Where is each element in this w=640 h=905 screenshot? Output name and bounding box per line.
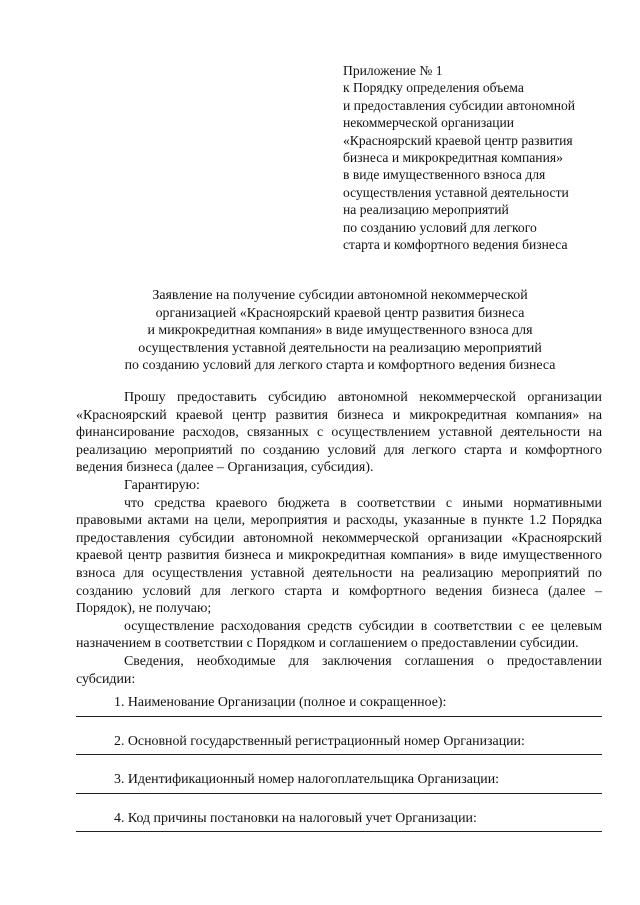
appendix-line: к Порядку определения объема [343, 80, 524, 96]
title-line: по созданию условий для легкого старта и комфортного ведения бизнеса [124, 358, 556, 374]
appendix-line: по созданию условий для легкого [343, 219, 537, 235]
title-line: и микрокредитная компания» в виде имущественного взноса для [147, 323, 533, 339]
appendix-line: осуществления уставной деятельности [343, 184, 569, 200]
appendix-line: в виде имущественного взноса для [343, 167, 546, 183]
info-heading: Сведения, необходимые для заключения соглашения о предоставлении субсидии: [76, 653, 602, 687]
field-label-inn: 3. Идентификационный номер налогоплательщика Организации: [114, 772, 500, 788]
appendix-line: на реализацию мероприятий [343, 202, 509, 218]
document-title [60, 287, 620, 375]
guarantee-item-2: осуществление расходования средств субсидии в соответствии с ее целевым назначением в соответствии с Порядком и соглашением о предоставлении субсидии. [76, 618, 602, 652]
title-line: Заявление на получение субсидии автономной некоммерческой [152, 288, 528, 303]
field-label-organization-name: 1. Наименование Организации (полное и сокращенное): [114, 695, 447, 711]
field-line-kpp[interactable] [76, 831, 602, 832]
title-line: организацией «Красноярский краевой центр развития бизнеса [155, 305, 525, 321]
field-label-ogrn: 2. Основной государственный регистрационный номер Организации: [114, 733, 525, 749]
title-line: осуществления уставной деятельности на реализацию мероприятий [138, 340, 542, 356]
appendix-header [343, 62, 623, 253]
appendix-line: бизнеса и микрокредитная компания» [343, 150, 563, 166]
guarantee-item-1: что средства краевого бюджета в соответствии с иными нормативными правовыми актами на цели, мероприятия и расходы, указанные в пункте 1.2 Порядка предоставления субсидии автономной некоммерческой организации «Красноярский краевой центр развития бизнеса и микрокредитная компания» в виде имущественного взноса для осуществления уставной деятельности на реализацию мероприятий по созданию условий для легкого старта и комфортного ведения бизнеса (далее – Порядок), не получаю; [76, 495, 602, 617]
field-label-kpp: 4. Код причины постановки на налоговый учет Организации: [114, 810, 477, 826]
request-paragraph: Прошу предоставить субсидию автономной некоммерческой организации «Красноярский краевой центр развития бизнеса и микрокредитная компания» на финансирование расходов, связанных с осуществлением уставной деятельности на реализацию мероприятий по созданию условий для легкого старта и комфортного ведения бизнеса (далее – Организация, субсидия). [76, 390, 602, 476]
appendix-line: некоммерческой организации [343, 115, 515, 131]
guarantee-heading: Гарантирую: [124, 477, 200, 493]
appendix-line: старта и комфортного ведения бизнеса [343, 237, 568, 253]
appendix-line: и предоставления субсидии автономной [343, 97, 576, 113]
appendix-line: «Красноярский краевой центр развития [343, 132, 573, 148]
appendix-line: Приложение № 1 [343, 63, 443, 78]
document-body [76, 389, 602, 832]
